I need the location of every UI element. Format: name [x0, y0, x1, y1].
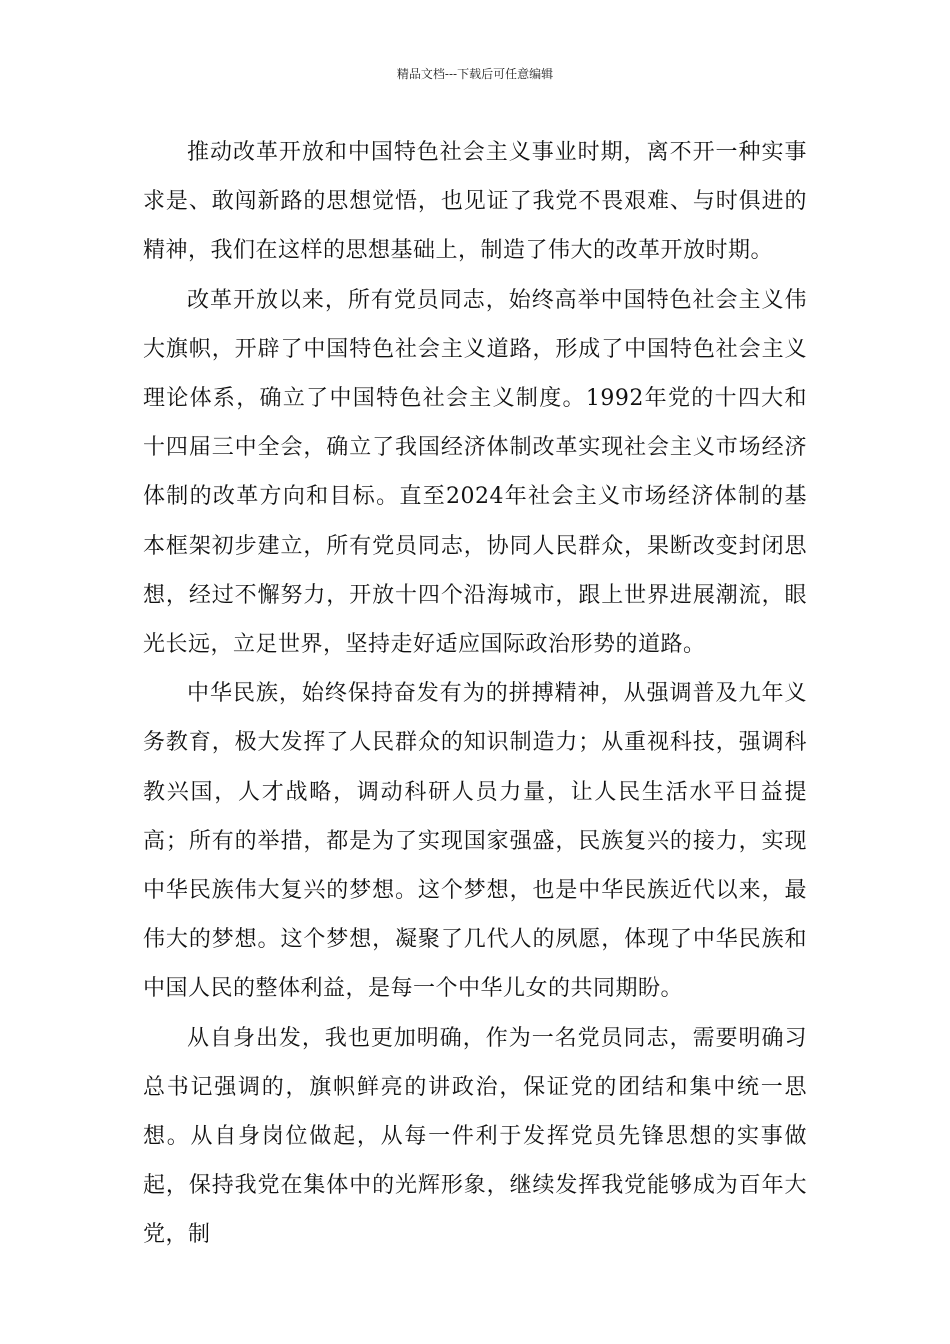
paragraph-since-reform: 改革开放以来，所有党员同志，始终高举中国特色社会主义伟大旗帜，开辟了中国特色社会主义道路，形成了中国特色社会主义理论体系，确立了中国特色社会主义制度。1992年党的十四大和十四届三中全会，确立了我国经济体制改革实现社会主义市场经济体制的改革方向和目标。直至2024年社会主义市场经济体制的基本框架初步建立，所有党员同志，协同人民群众，果断改变封闭思想，经过不懈努力，开放十四个沿海城市，跟上世界进展潮流，眼光长远，立足世界，坚持走好适应国际政治形势的道路。 — [143, 287, 807, 658]
document-body — [143, 128, 807, 1260]
page-header: 精品文档---下载后可任意编辑 — [396, 67, 554, 81]
paragraph-chinese-nation: 中华民族，始终保持奋发有为的拼搏精神，从强调普及九年义务教育，极大发挥了人民群众的知识制造力；从重视科技，强调科教兴国，人才战略，调动科研人员力量，让人民生活水平日益提高；所有的举措，都是为了实现国家强盛，民族复兴的接力，实现中华民族伟大复兴的梦想。这个梦想，也是中华民族近代以来，最伟大的梦想。这个梦想，凝聚了几代人的夙愿，体现了中华民族和中国人民的整体利益，是每一个中华儿女的共同期盼。 — [143, 681, 807, 1002]
paragraph-personal-reflection: 从自身出发，我也更加明确，作为一名党员同志，需要明确习总书记强调的，旗帜鲜亮的讲政治，保证党的团结和集中统一思想。从自身岗位做起，从每一件利于发挥党员先锋思想的实事做起，保持我党在集体中的光辉形象，继续发挥我党能够成为百年大党，制 — [143, 1025, 807, 1248]
paragraph-reform-era: 推动改革开放和中国特色社会主义事业时期，离不开一种实事求是、敢闯新路的思想觉悟，也见证了我党不畏艰难、与时俱进的精神，我们在这样的思想基础上，制造了伟大的改革开放时期。 — [143, 140, 807, 264]
